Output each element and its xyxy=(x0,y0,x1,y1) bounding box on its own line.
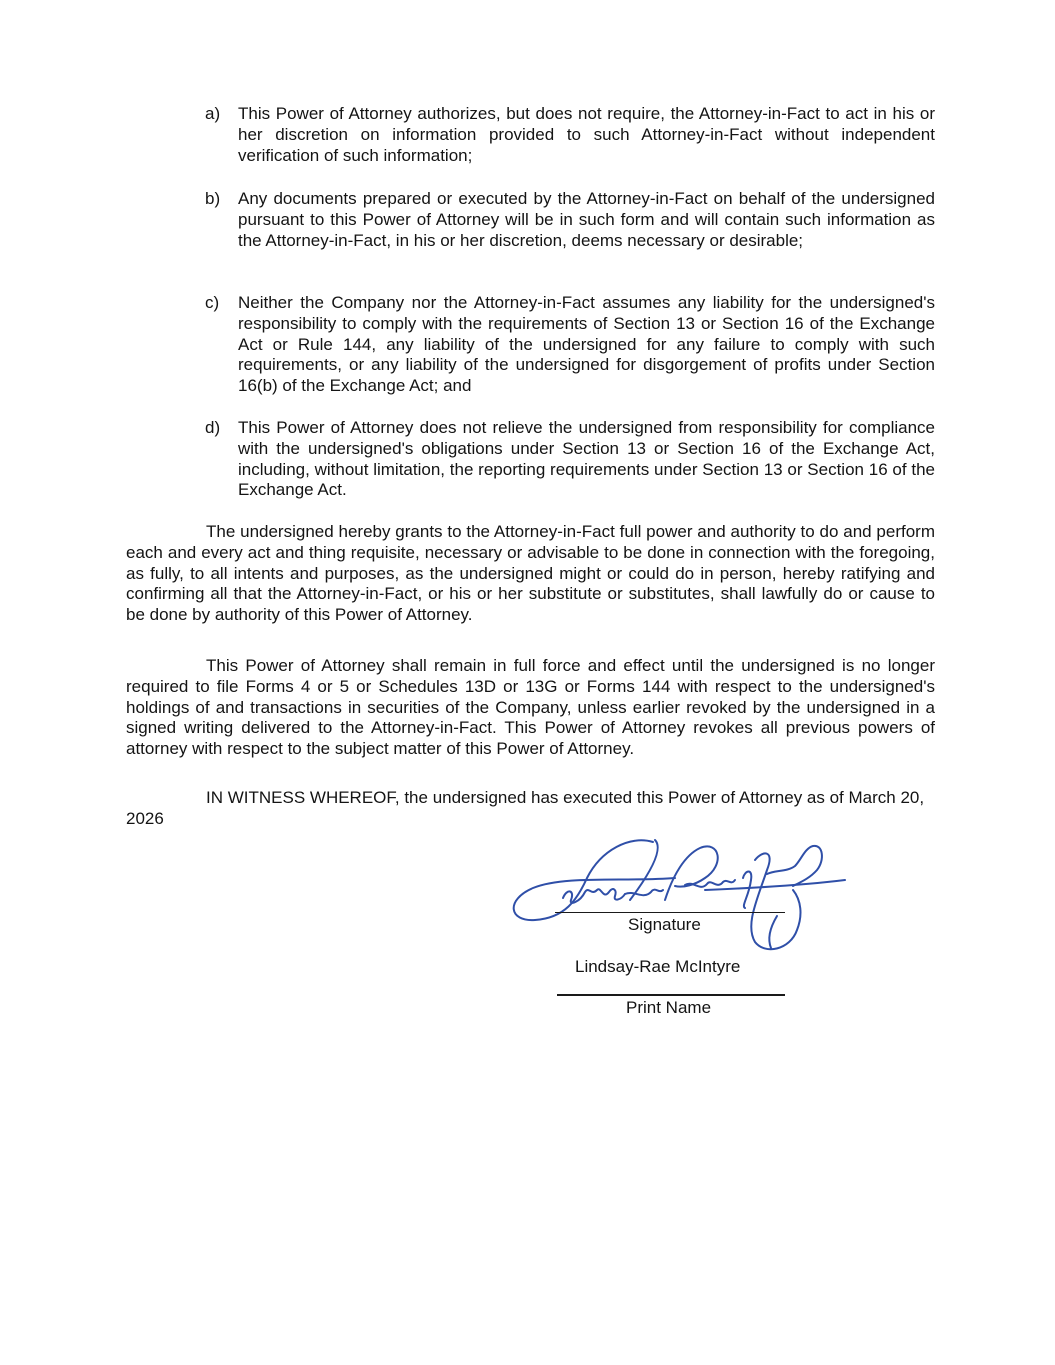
condition-marker: c) xyxy=(205,293,220,312)
condition-text: This Power of Attorney does not relieve the undersigned from responsibility for compliance with the undersigned's obligations under Section 13 or Section 16 of the Exchange Act, including, without limitation, the reporting requirements under Section 13 or Section 16 of the Exchange Act. xyxy=(238,418,935,500)
print-name-value: Lindsay-Rae McIntyre xyxy=(575,957,741,976)
signature-label: Signature xyxy=(628,915,701,934)
duration-paragraph: This Power of Attorney shall remain in full force and effect until the undersigned is no longer required to file Forms 4 or 5 or Schedules 13D or 13G or Forms 144 with respect to the undersigned's holdings of and transactions in securities of the Company, unless earlier revoked by the undersigned in a signed writing delivered to the Attorney-in-Fact. This Power of Attorney revokes all previous powers of attorney with respect to the subject matter of this Power of Attorney. xyxy=(126,656,935,759)
condition-item-d xyxy=(205,418,935,501)
print-name-line xyxy=(557,994,785,996)
witness-paragraph: IN WITNESS WHEREOF, the undersigned has executed this Power of Attorney as of March 20, 2026 xyxy=(126,788,925,828)
condition-item-a xyxy=(205,104,935,166)
signature-block xyxy=(555,830,875,1030)
condition-item-c xyxy=(205,293,935,397)
print-name-label: Print Name xyxy=(626,998,712,1017)
condition-item-b xyxy=(205,189,935,251)
condition-marker: d) xyxy=(205,418,221,437)
condition-text: This Power of Attorney authorizes, but does not require, the Attorney-in-Fact to act in his or her discretion on information provided to such Attorney-in-Fact without independent verification of such information; xyxy=(238,104,935,165)
grant-paragraph: The undersigned hereby grants to the Attorney-in-Fact full power and authority to do and perform each and every act and thing requisite, necessary or advisable to be done in connection with the foregoing, as fully, to all intents and purposes, as the undersigned might or could do in person, hereby ratifying and confirming all that the Attorney-in-Fact, or his or her substitute or substitutes, shall lawfully do or cause to be done by authority of this Power of Attorney. xyxy=(126,522,935,625)
condition-marker: a) xyxy=(205,104,221,123)
condition-text: Neither the Company nor the Attorney-in-Fact assumes any liability for the undersigned's responsibility to comply with the requirements of Section 13 or Section 16 of the Exchange Act or Rule 144, any liability of the undersigned for any failure to comply with such requirements, or any liability of the undersigned for disgorgement of profits under Section 16(b) of the Exchange Act; and xyxy=(238,293,935,396)
condition-marker: b) xyxy=(205,189,221,208)
handwritten-signature xyxy=(505,830,855,965)
signature-line xyxy=(555,912,785,913)
condition-text: Any documents prepared or executed by the Attorney-in-Fact on behalf of the undersigned pursuant to this Power of Attorney will be in such form and will contain such information as the Attorney-in-Fact, in his or her discretion, deems necessary or desirable; xyxy=(238,189,935,250)
